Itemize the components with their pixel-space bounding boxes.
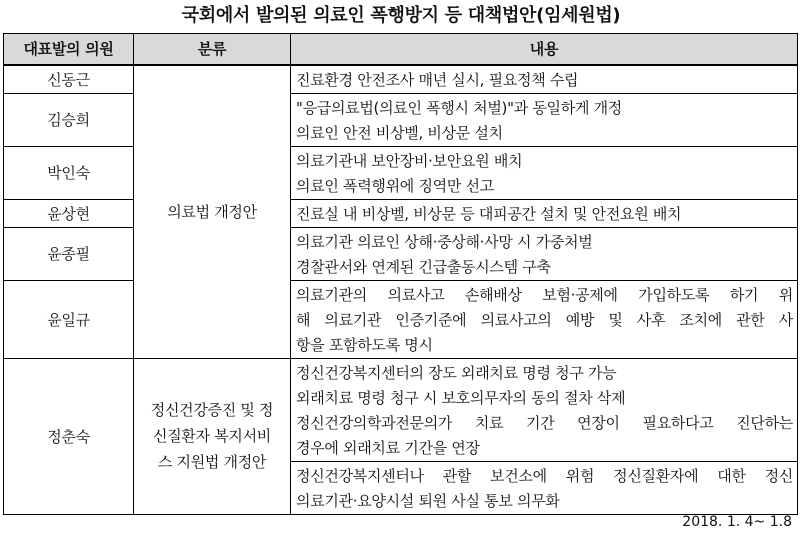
sponsor-cell: 윤상현 — [4, 199, 134, 227]
content-cell — [291, 358, 798, 461]
content-line: 의료기관의 의료사고 손해배상 보험·공제에 가입하도록 하기 위 — [296, 285, 793, 304]
bill-table — [3, 33, 798, 515]
table-row — [4, 227, 798, 280]
content-cell — [291, 199, 798, 227]
content-line: 경찰관서와 연계된 긴급출동시스템 구축 — [296, 257, 551, 276]
content-line: 진료환경 안전조사 매년 실시, 필요정책 수립 — [296, 70, 579, 89]
sponsor-cell: 윤종필 — [4, 227, 134, 280]
table-row — [4, 358, 798, 461]
content-line: "응급의료법(의료인 폭행시 처벌)"과 동일하게 개정 — [296, 98, 622, 117]
table-row — [4, 280, 798, 358]
table-row — [4, 65, 798, 94]
content-line: 경우에 외래치료 기간을 연장 — [296, 438, 480, 457]
sponsor-cell: 신동근 — [4, 65, 134, 94]
sponsor-cell: 김승희 — [4, 93, 134, 146]
header-content: 내용 — [291, 34, 798, 65]
category-line: 정신건강증진 및 정 — [150, 401, 274, 419]
content-line: 외래치료 명령 청구 시 보호의무자의 동의 절차 삭제 — [296, 388, 626, 407]
content-line: 의료인 안전 비상벨, 비상문 설치 — [296, 123, 503, 142]
content-cell — [291, 146, 798, 199]
sponsor-cell: 박인숙 — [4, 146, 134, 199]
table-row — [4, 93, 798, 146]
content-cell — [291, 461, 798, 514]
content-line: 정신건강복지센터의 장도 외래치료 명령 청구 가능 — [296, 363, 617, 382]
header-sponsor: 대표발의 의원 — [4, 34, 134, 65]
category-line: 스 지원법 개정안 — [157, 453, 267, 471]
category-line: 신질환자 복지서비 — [153, 427, 271, 445]
content-cell — [291, 93, 798, 146]
content-line: 의료기관·요양시설 퇴원 사실 통보 의무화 — [296, 491, 560, 510]
page-title: 국회에서 발의된 의료인 폭행방지 등 대책법안(임세원법) — [181, 5, 621, 26]
content-line: 의료기관내 보안장비·보안요원 배치 — [296, 151, 523, 170]
category-cell-mental — [134, 358, 291, 514]
content-line: 항을 포함하도록 명시 — [296, 335, 433, 354]
table-row — [4, 146, 798, 199]
category-cell-medical: 의료법 개정안 — [134, 65, 291, 359]
content-cell — [291, 280, 798, 358]
header-category: 분류 — [134, 34, 291, 65]
content-line: 정신건강의학과전문의가 치료 기간 연장이 필요하다고 진단하는 — [296, 413, 793, 432]
content-line: 의료인 폭력행위에 징역만 선고 — [296, 176, 494, 195]
sponsor-cell: 정춘숙 — [4, 358, 134, 514]
content-cell — [291, 65, 798, 94]
table-row — [4, 199, 798, 227]
content-line: 의료기관 의료인 상해·중상해·사망 시 가중처벌 — [296, 232, 593, 251]
content-line: 진료실 내 비상벨, 비상문 등 대피공간 설치 및 안전요원 배치 — [296, 204, 682, 223]
content-line: 정신건강복지센터나 관할 보건소에 위험 정신질환자에 대한 정신 — [296, 466, 793, 485]
sponsor-cell: 윤일규 — [4, 280, 134, 358]
date-range: 2018. 1. 4~ 1.8 — [682, 514, 792, 530]
content-line: 해 의료기관 인증기준에 의료사고의 예방 및 사후 조치에 관한 사 — [296, 310, 793, 329]
table-header-row — [4, 34, 798, 65]
content-cell — [291, 227, 798, 280]
